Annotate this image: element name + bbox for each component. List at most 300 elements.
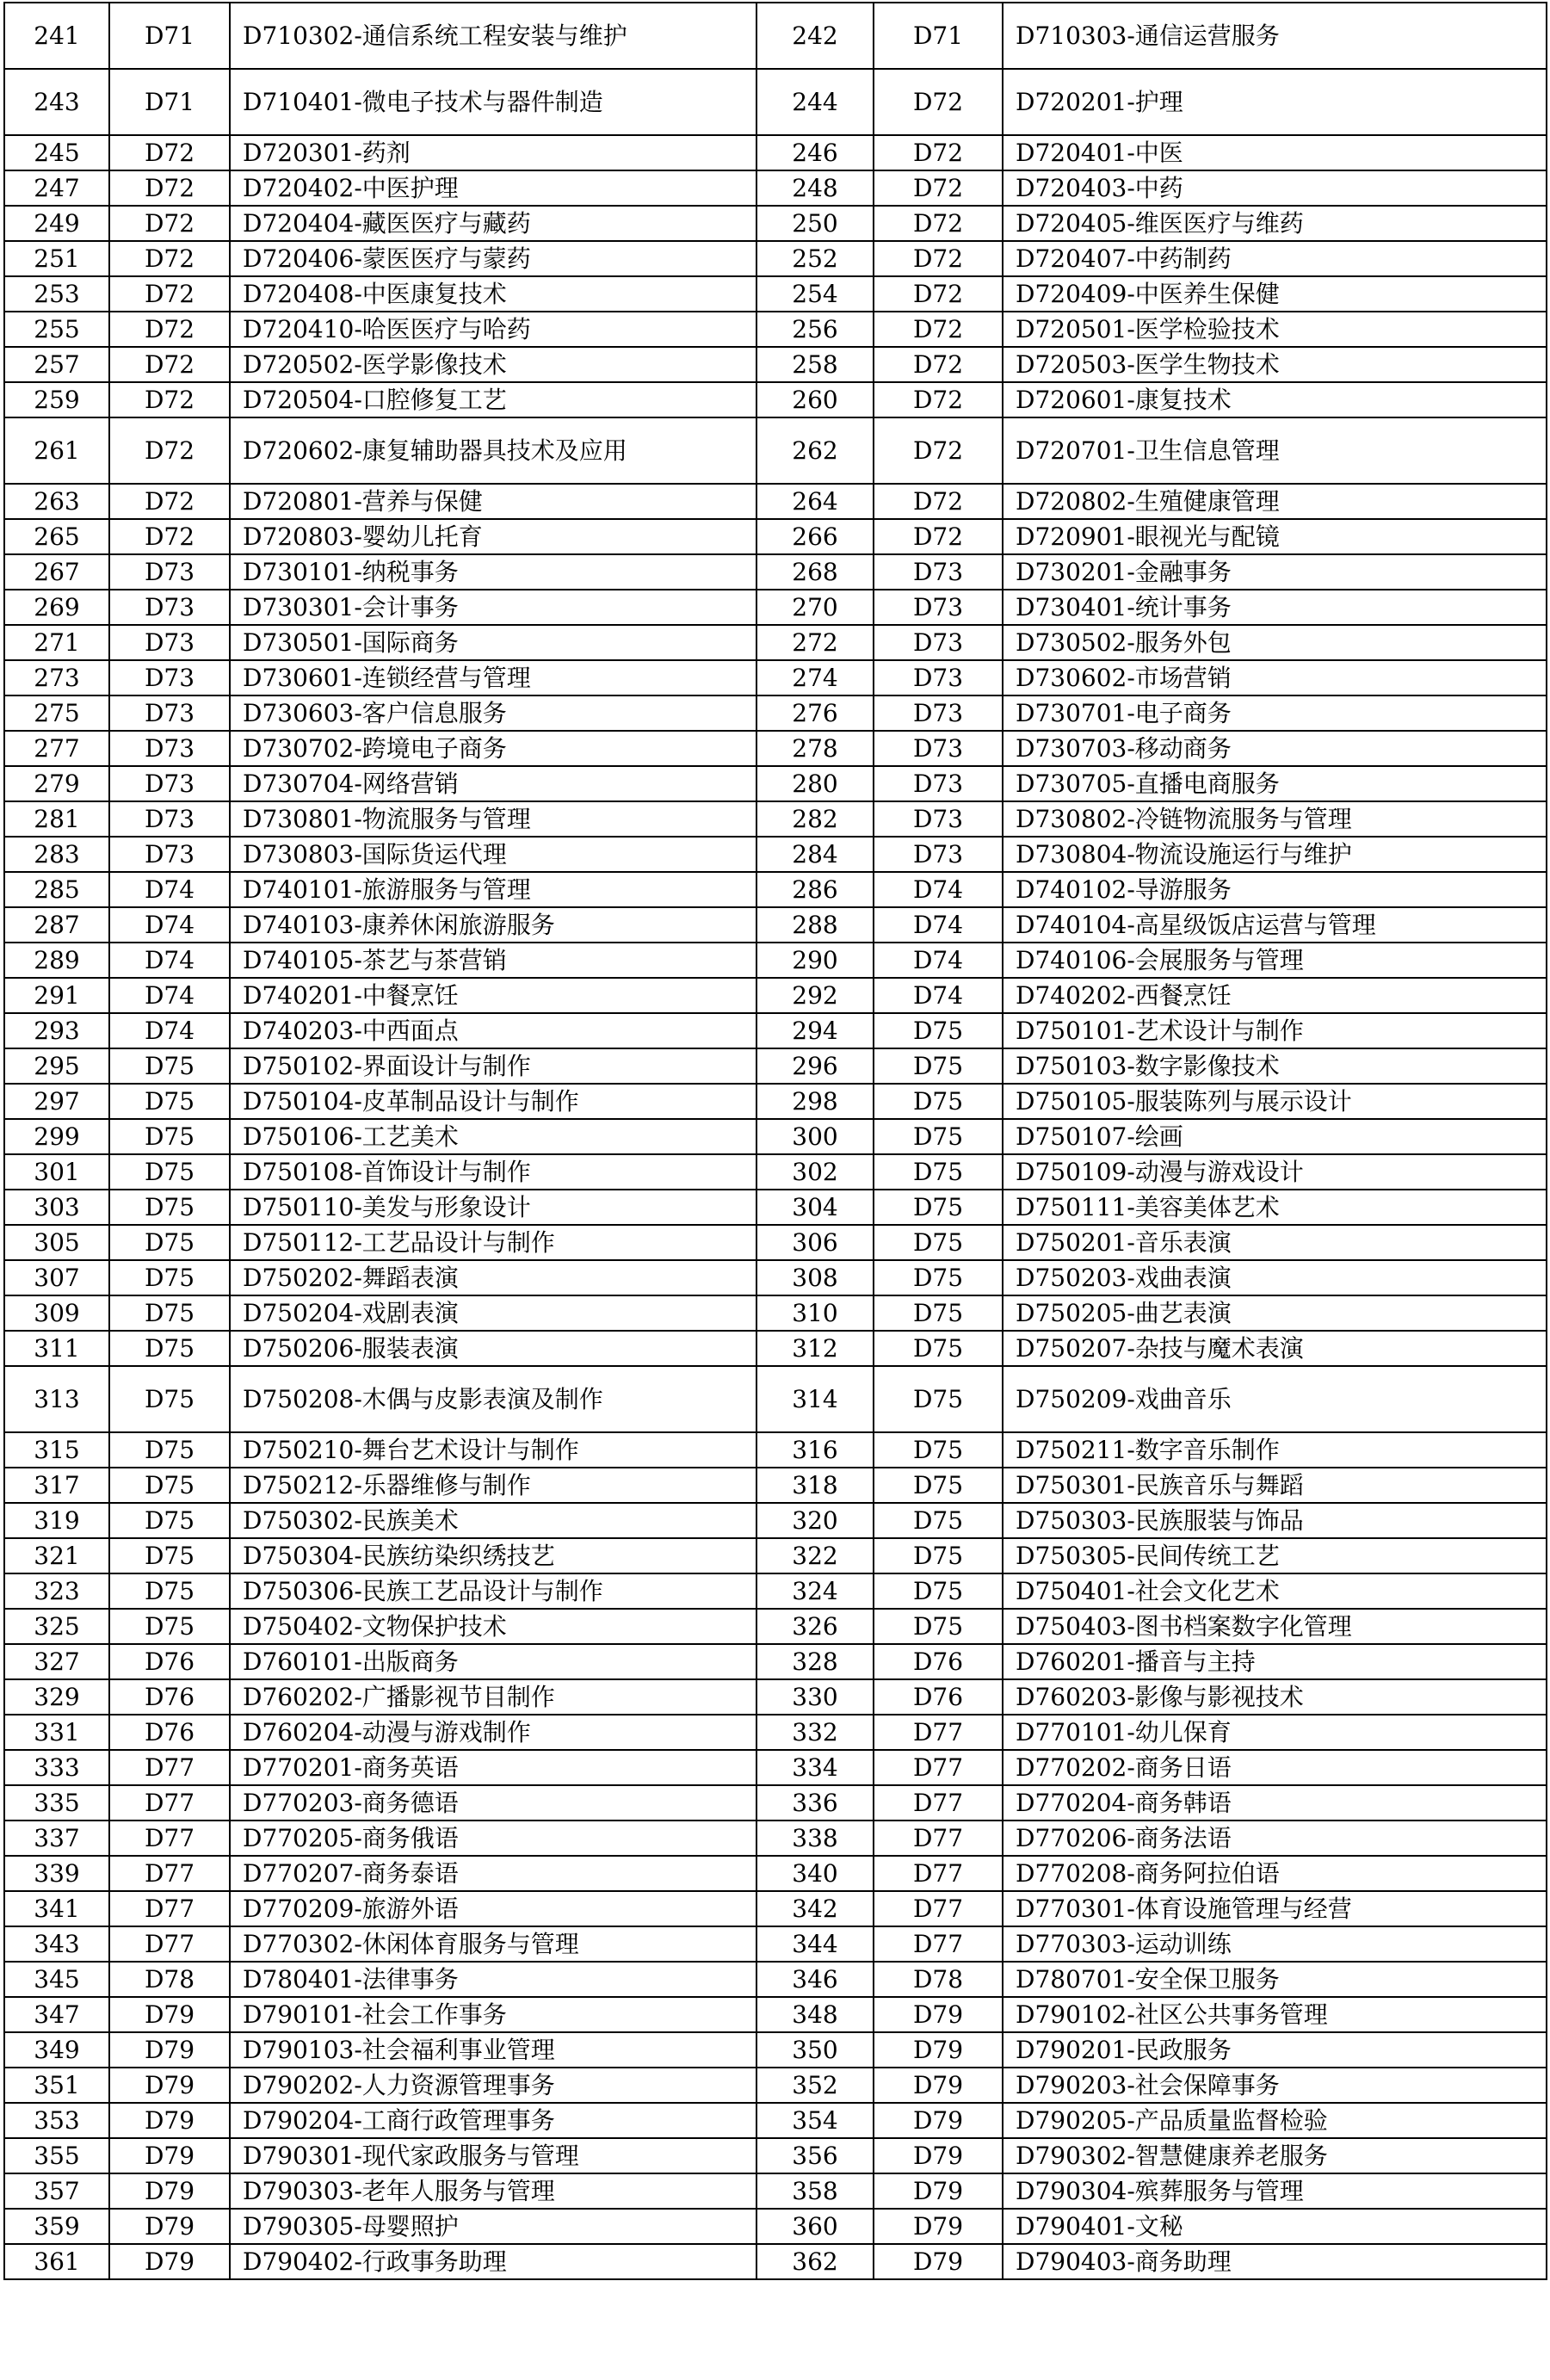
table-row (4, 766, 1547, 801)
major-name-cell: D750207-杂技与魔术表演 (1003, 1331, 1547, 1366)
table-row (4, 241, 1547, 276)
major-name-cell: D790102-社区公共事务管理 (1003, 1997, 1547, 2032)
major-name-cell: D720501-医学检验技术 (1003, 312, 1547, 347)
table-row (4, 731, 1547, 766)
seq-number-cell: 331 (4, 1715, 109, 1750)
category-code-cell: D76 (874, 1644, 1003, 1679)
major-name-cell: D750212-乐器维修与制作 (230, 1468, 756, 1503)
seq-number-cell: 250 (756, 206, 874, 241)
seq-number-cell: 264 (756, 484, 874, 519)
major-name-cell: D770208-商务阿拉伯语 (1003, 1856, 1547, 1891)
table-row (4, 2209, 1547, 2244)
table-row (4, 347, 1547, 382)
seq-number-cell: 284 (756, 837, 874, 872)
seq-number-cell: 280 (756, 766, 874, 801)
category-code-cell: D72 (874, 519, 1003, 554)
major-name-cell: D780401-法律事务 (230, 1962, 756, 1997)
seq-number-cell: 346 (756, 1962, 874, 1997)
major-name-cell: D750107-绘画 (1003, 1119, 1547, 1154)
major-name-cell: D750104-皮革制品设计与制作 (230, 1084, 756, 1119)
category-code-cell: D77 (874, 1926, 1003, 1962)
major-name-cell: D750108-首饰设计与制作 (230, 1154, 756, 1190)
category-code-cell: D77 (109, 1926, 230, 1962)
seq-number-cell: 257 (4, 347, 109, 382)
major-name-cell: D730603-客户信息服务 (230, 695, 756, 731)
seq-number-cell: 324 (756, 1573, 874, 1609)
major-name-cell: D750109-动漫与游戏设计 (1003, 1154, 1547, 1190)
major-name-cell: D730802-冷链物流服务与管理 (1003, 801, 1547, 837)
category-code-cell: D75 (109, 1260, 230, 1295)
major-name-cell: D710303-通信运营服务 (1003, 3, 1547, 69)
seq-number-cell: 278 (756, 731, 874, 766)
category-code-cell: D75 (109, 1048, 230, 1084)
seq-number-cell: 282 (756, 801, 874, 837)
table-row (4, 1821, 1547, 1856)
category-code-cell: D75 (874, 1084, 1003, 1119)
major-name-cell: D750402-文物保护技术 (230, 1609, 756, 1644)
category-code-cell: D74 (874, 872, 1003, 907)
table-row (4, 1468, 1547, 1503)
major-name-cell: D790103-社会福利事业管理 (230, 2032, 756, 2068)
seq-number-cell: 286 (756, 872, 874, 907)
seq-number-cell: 252 (756, 241, 874, 276)
category-code-cell: D71 (874, 3, 1003, 69)
table-row (4, 1190, 1547, 1225)
major-name-cell: D760203-影像与影视技术 (1003, 1679, 1547, 1715)
seq-number-cell: 254 (756, 276, 874, 312)
table-row (4, 978, 1547, 1013)
table-row (4, 1856, 1547, 1891)
table-row (4, 1997, 1547, 2032)
major-name-cell: D750204-戏剧表演 (230, 1295, 756, 1331)
seq-number-cell: 359 (4, 2209, 109, 2244)
major-name-cell: D740106-会展服务与管理 (1003, 943, 1547, 978)
major-name-cell: D750101-艺术设计与制作 (1003, 1013, 1547, 1048)
seq-number-cell: 310 (756, 1295, 874, 1331)
major-name-cell: D730502-服务外包 (1003, 625, 1547, 660)
major-name-cell: D720406-蒙医医疗与蒙药 (230, 241, 756, 276)
major-name-cell: D750103-数字影像技术 (1003, 1048, 1547, 1084)
category-code-cell: D79 (109, 1997, 230, 2032)
category-code-cell: D73 (109, 590, 230, 625)
table-row (4, 170, 1547, 206)
seq-number-cell: 297 (4, 1084, 109, 1119)
seq-number-cell: 265 (4, 519, 109, 554)
category-code-cell: D79 (109, 2244, 230, 2279)
seq-number-cell: 354 (756, 2103, 874, 2138)
category-code-cell: D79 (109, 2173, 230, 2209)
category-code-cell: D74 (109, 907, 230, 943)
major-name-cell: D720301-药剂 (230, 135, 756, 170)
category-code-cell: D75 (109, 1154, 230, 1190)
seq-number-cell: 337 (4, 1821, 109, 1856)
category-code-cell: D77 (874, 1856, 1003, 1891)
seq-number-cell: 256 (756, 312, 874, 347)
major-name-cell: D770202-商务日语 (1003, 1750, 1547, 1785)
major-name-cell: D720402-中医护理 (230, 170, 756, 206)
major-name-cell: D720602-康复辅助器具技术及应用 (230, 417, 756, 484)
category-code-cell: D77 (874, 1785, 1003, 1821)
category-code-cell: D79 (109, 2103, 230, 2138)
table-row (4, 484, 1547, 519)
seq-number-cell: 336 (756, 1785, 874, 1821)
seq-number-cell: 242 (756, 3, 874, 69)
category-code-cell: D77 (109, 1785, 230, 1821)
seq-number-cell: 295 (4, 1048, 109, 1084)
table-row (4, 1260, 1547, 1295)
major-name-cell: D790101-社会工作事务 (230, 1997, 756, 2032)
major-name-cell: D770205-商务俄语 (230, 1821, 756, 1856)
major-name-cell: D720803-婴幼儿托育 (230, 519, 756, 554)
seq-number-cell: 321 (4, 1538, 109, 1573)
category-code-cell: D79 (109, 2068, 230, 2103)
category-code-cell: D73 (874, 554, 1003, 590)
category-code-cell: D72 (109, 417, 230, 484)
seq-number-cell: 289 (4, 943, 109, 978)
category-code-cell: D72 (874, 241, 1003, 276)
seq-number-cell: 311 (4, 1331, 109, 1366)
seq-number-cell: 293 (4, 1013, 109, 1048)
seq-number-cell: 327 (4, 1644, 109, 1679)
seq-number-cell: 308 (756, 1260, 874, 1295)
seq-number-cell: 357 (4, 2173, 109, 2209)
category-code-cell: D73 (109, 625, 230, 660)
major-name-cell: D750208-木偶与皮影表演及制作 (230, 1366, 756, 1432)
seq-number-cell: 253 (4, 276, 109, 312)
seq-number-cell: 270 (756, 590, 874, 625)
table-row (4, 69, 1547, 135)
major-name-cell: D770201-商务英语 (230, 1750, 756, 1785)
category-code-cell: D76 (874, 1679, 1003, 1715)
major-name-cell: D710401-微电子技术与器件制造 (230, 69, 756, 135)
seq-number-cell: 291 (4, 978, 109, 1013)
table-row (4, 1154, 1547, 1190)
major-name-cell: D740202-西餐烹饪 (1003, 978, 1547, 1013)
major-name-cell: D720502-医学影像技术 (230, 347, 756, 382)
major-name-cell: D760204-动漫与游戏制作 (230, 1715, 756, 1750)
seq-number-cell: 361 (4, 2244, 109, 2279)
major-name-cell: D720201-护理 (1003, 69, 1547, 135)
category-code-cell: D75 (874, 1260, 1003, 1295)
major-name-cell: D730101-纳税事务 (230, 554, 756, 590)
category-code-cell: D72 (874, 135, 1003, 170)
category-code-cell: D75 (874, 1503, 1003, 1538)
category-code-cell: D79 (874, 2244, 1003, 2279)
category-code-cell: D73 (109, 695, 230, 731)
major-name-cell: D730601-连锁经营与管理 (230, 660, 756, 695)
category-code-cell: D74 (874, 943, 1003, 978)
table-row (4, 1048, 1547, 1084)
category-code-cell: D74 (109, 872, 230, 907)
category-code-cell: D79 (109, 2032, 230, 2068)
category-code-cell: D75 (874, 1366, 1003, 1432)
major-name-cell: D750305-民间传统工艺 (1003, 1538, 1547, 1573)
category-code-cell: D77 (874, 1891, 1003, 1926)
seq-number-cell: 329 (4, 1679, 109, 1715)
major-name-cell: D750206-服装表演 (230, 1331, 756, 1366)
category-code-cell: D79 (874, 2068, 1003, 2103)
major-catalog-table (3, 2, 1547, 2280)
category-code-cell: D72 (109, 347, 230, 382)
seq-number-cell: 271 (4, 625, 109, 660)
table-row (4, 1926, 1547, 1962)
seq-number-cell: 345 (4, 1962, 109, 1997)
category-code-cell: D75 (874, 1225, 1003, 1260)
seq-number-cell: 307 (4, 1260, 109, 1295)
category-code-cell: D74 (109, 1013, 230, 1048)
table-row (4, 1750, 1547, 1785)
seq-number-cell: 326 (756, 1609, 874, 1644)
category-code-cell: D77 (109, 1821, 230, 1856)
major-name-cell: D780701-安全保卫服务 (1003, 1962, 1547, 1997)
seq-number-cell: 273 (4, 660, 109, 695)
seq-number-cell: 261 (4, 417, 109, 484)
major-name-cell: D740201-中餐烹饪 (230, 978, 756, 1013)
major-name-cell: D730803-国际货运代理 (230, 837, 756, 872)
major-name-cell: D760201-播音与主持 (1003, 1644, 1547, 1679)
category-code-cell: D75 (109, 1225, 230, 1260)
seq-number-cell: 287 (4, 907, 109, 943)
seq-number-cell: 275 (4, 695, 109, 731)
table-row (4, 1331, 1547, 1366)
major-name-cell: D790205-产品质量监督检验 (1003, 2103, 1547, 2138)
table-row (4, 837, 1547, 872)
category-code-cell: D75 (874, 1013, 1003, 1048)
major-name-cell: D770203-商务德语 (230, 1785, 756, 1821)
category-code-cell: D75 (109, 1609, 230, 1644)
major-name-cell: D710302-通信系统工程安装与维护 (230, 3, 756, 69)
seq-number-cell: 335 (4, 1785, 109, 1821)
table-row (4, 1609, 1547, 1644)
category-code-cell: D74 (874, 978, 1003, 1013)
major-name-cell: D720801-营养与保健 (230, 484, 756, 519)
seq-number-cell: 360 (756, 2209, 874, 2244)
table-row (4, 2244, 1547, 2279)
category-code-cell: D79 (874, 1997, 1003, 2032)
category-code-cell: D72 (874, 417, 1003, 484)
table-row (4, 2138, 1547, 2173)
table-row (4, 3, 1547, 69)
category-code-cell: D77 (874, 1750, 1003, 1785)
table-row (4, 1013, 1547, 1048)
category-code-cell: D79 (874, 2032, 1003, 2068)
major-name-cell: D740104-高星级饭店运营与管理 (1003, 907, 1547, 943)
table-row (4, 695, 1547, 731)
category-code-cell: D73 (109, 731, 230, 766)
major-name-cell: D750203-戏曲表演 (1003, 1260, 1547, 1295)
major-name-cell: D790203-社会保障事务 (1003, 2068, 1547, 2103)
category-code-cell: D75 (874, 1573, 1003, 1609)
seq-number-cell: 268 (756, 554, 874, 590)
seq-number-cell: 255 (4, 312, 109, 347)
major-name-cell: D730701-电子商务 (1003, 695, 1547, 731)
category-code-cell: D75 (874, 1048, 1003, 1084)
seq-number-cell: 306 (756, 1225, 874, 1260)
category-code-cell: D73 (874, 590, 1003, 625)
table-row (4, 1891, 1547, 1926)
major-name-cell: D750205-曲艺表演 (1003, 1295, 1547, 1331)
category-code-cell: D73 (874, 625, 1003, 660)
category-code-cell: D75 (109, 1432, 230, 1468)
seq-number-cell: 263 (4, 484, 109, 519)
category-code-cell: D74 (874, 907, 1003, 943)
seq-number-cell: 362 (756, 2244, 874, 2279)
seq-number-cell: 355 (4, 2138, 109, 2173)
major-name-cell: D770209-旅游外语 (230, 1891, 756, 1926)
seq-number-cell: 314 (756, 1366, 874, 1432)
category-code-cell: D75 (109, 1538, 230, 1573)
category-code-cell: D73 (109, 766, 230, 801)
table-row (4, 1084, 1547, 1119)
category-code-cell: D75 (874, 1295, 1003, 1331)
table-row (4, 519, 1547, 554)
table-row (4, 2068, 1547, 2103)
category-code-cell: D71 (109, 69, 230, 135)
table-row (4, 417, 1547, 484)
category-code-cell: D73 (109, 837, 230, 872)
seq-number-cell: 247 (4, 170, 109, 206)
major-name-cell: D790202-人力资源管理事务 (230, 2068, 756, 2103)
major-name-cell: D720408-中医康复技术 (230, 276, 756, 312)
seq-number-cell: 249 (4, 206, 109, 241)
seq-number-cell: 300 (756, 1119, 874, 1154)
seq-number-cell: 304 (756, 1190, 874, 1225)
category-code-cell: D72 (109, 206, 230, 241)
category-code-cell: D76 (109, 1715, 230, 1750)
category-code-cell: D79 (874, 2173, 1003, 2209)
category-code-cell: D75 (874, 1538, 1003, 1573)
category-code-cell: D77 (109, 1891, 230, 1926)
major-name-cell: D750201-音乐表演 (1003, 1225, 1547, 1260)
category-code-cell: D75 (109, 1084, 230, 1119)
seq-number-cell: 323 (4, 1573, 109, 1609)
category-code-cell: D72 (874, 484, 1003, 519)
table-row (4, 1432, 1547, 1468)
seq-number-cell: 258 (756, 347, 874, 382)
table-row (4, 1538, 1547, 1573)
table-row (4, 872, 1547, 907)
table-row (4, 1715, 1547, 1750)
seq-number-cell: 274 (756, 660, 874, 695)
category-code-cell: D75 (109, 1468, 230, 1503)
seq-number-cell: 296 (756, 1048, 874, 1084)
seq-number-cell: 260 (756, 382, 874, 417)
seq-number-cell: 353 (4, 2103, 109, 2138)
seq-number-cell: 342 (756, 1891, 874, 1926)
table-row (4, 1366, 1547, 1432)
category-code-cell: D72 (874, 347, 1003, 382)
seq-number-cell: 272 (756, 625, 874, 660)
major-name-cell: D720401-中医 (1003, 135, 1547, 170)
major-name-cell: D770101-幼儿保育 (1003, 1715, 1547, 1750)
category-code-cell: D72 (874, 382, 1003, 417)
seq-number-cell: 315 (4, 1432, 109, 1468)
major-name-cell: D730804-物流设施运行与维护 (1003, 837, 1547, 872)
seq-number-cell: 322 (756, 1538, 874, 1573)
major-name-cell: D790302-智慧健康养老服务 (1003, 2138, 1547, 2173)
category-code-cell: D79 (874, 2103, 1003, 2138)
seq-number-cell: 320 (756, 1503, 874, 1538)
major-name-cell: D750211-数字音乐制作 (1003, 1432, 1547, 1468)
seq-number-cell: 246 (756, 135, 874, 170)
table-row (4, 801, 1547, 837)
category-code-cell: D73 (109, 801, 230, 837)
category-code-cell: D76 (109, 1644, 230, 1679)
major-name-cell: D750304-民族纺染织绣技艺 (230, 1538, 756, 1573)
major-name-cell: D790303-老年人服务与管理 (230, 2173, 756, 2209)
seq-number-cell: 294 (756, 1013, 874, 1048)
seq-number-cell: 317 (4, 1468, 109, 1503)
category-code-cell: D73 (874, 766, 1003, 801)
seq-number-cell: 276 (756, 695, 874, 731)
seq-number-cell: 245 (4, 135, 109, 170)
seq-number-cell: 299 (4, 1119, 109, 1154)
major-name-cell: D720802-生殖健康管理 (1003, 484, 1547, 519)
seq-number-cell: 328 (756, 1644, 874, 1679)
seq-number-cell: 267 (4, 554, 109, 590)
seq-number-cell: 347 (4, 1997, 109, 2032)
seq-number-cell: 348 (756, 1997, 874, 2032)
table-row (4, 1679, 1547, 1715)
category-code-cell: D72 (874, 312, 1003, 347)
seq-number-cell: 266 (756, 519, 874, 554)
major-name-cell: D750110-美发与形象设计 (230, 1190, 756, 1225)
major-name-cell: D720403-中药 (1003, 170, 1547, 206)
table-row (4, 1225, 1547, 1260)
seq-number-cell: 325 (4, 1609, 109, 1644)
table-row (4, 1785, 1547, 1821)
major-name-cell: D790301-现代家政服务与管理 (230, 2138, 756, 2173)
major-name-cell: D730501-国际商务 (230, 625, 756, 660)
table-row (4, 206, 1547, 241)
major-name-cell: D740203-中西面点 (230, 1013, 756, 1048)
major-name-cell: D720503-医学生物技术 (1003, 347, 1547, 382)
major-name-cell: D790204-工商行政管理事务 (230, 2103, 756, 2138)
table-row (4, 1962, 1547, 1997)
table-row (4, 1295, 1547, 1331)
seq-number-cell: 277 (4, 731, 109, 766)
category-code-cell: D71 (109, 3, 230, 69)
major-name-cell: D750403-图书档案数字化管理 (1003, 1609, 1547, 1644)
seq-number-cell: 269 (4, 590, 109, 625)
table-row (4, 660, 1547, 695)
major-name-cell: D770204-商务韩语 (1003, 1785, 1547, 1821)
seq-number-cell: 248 (756, 170, 874, 206)
seq-number-cell: 358 (756, 2173, 874, 2209)
seq-number-cell: 305 (4, 1225, 109, 1260)
major-name-cell: D720407-中药制药 (1003, 241, 1547, 276)
table-row (4, 590, 1547, 625)
category-code-cell: D75 (874, 1468, 1003, 1503)
category-code-cell: D78 (109, 1962, 230, 1997)
major-name-cell: D790402-行政事务助理 (230, 2244, 756, 2279)
table-row (4, 1644, 1547, 1679)
major-name-cell: D790305-母婴照护 (230, 2209, 756, 2244)
major-name-cell: D750105-服装陈列与展示设计 (1003, 1084, 1547, 1119)
seq-number-cell: 333 (4, 1750, 109, 1785)
major-name-cell: D720701-卫生信息管理 (1003, 417, 1547, 484)
seq-number-cell: 292 (756, 978, 874, 1013)
category-code-cell: D75 (109, 1366, 230, 1432)
major-name-cell: D770303-运动训练 (1003, 1926, 1547, 1962)
major-name-cell: D750102-界面设计与制作 (230, 1048, 756, 1084)
seq-number-cell: 351 (4, 2068, 109, 2103)
category-code-cell: D73 (109, 660, 230, 695)
major-name-cell: D730702-跨境电子商务 (230, 731, 756, 766)
seq-number-cell: 301 (4, 1154, 109, 1190)
category-code-cell: D75 (874, 1609, 1003, 1644)
seq-number-cell: 303 (4, 1190, 109, 1225)
